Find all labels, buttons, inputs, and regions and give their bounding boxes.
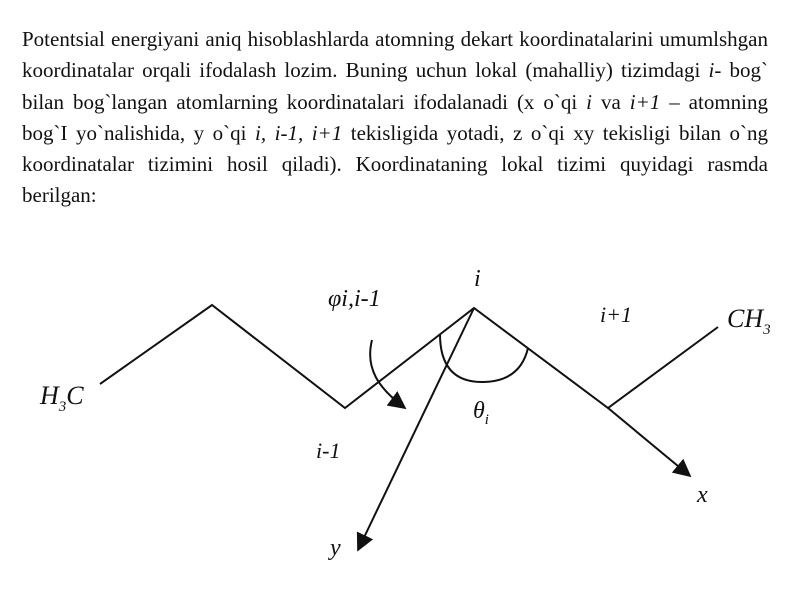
- phi-label: φi,i-1: [328, 286, 381, 312]
- intro-paragraph: [22, 24, 768, 212]
- paragraph-italic-i: i: [708, 58, 715, 83]
- atom-i-plus-1-label: i+1: [600, 302, 632, 327]
- ch3-label: $CH_3$: [727, 304, 771, 338]
- local-coordinate-diagram: [0, 260, 800, 600]
- atom-i-label: i: [474, 266, 481, 292]
- y-axis-arrow: [358, 308, 474, 550]
- paragraph-text-4: – atomning bog`I yo`nalishida, y o`qi: [22, 89, 768, 145]
- h3c-label: $H_3C$: [40, 381, 84, 415]
- atom-i-minus-1-label: i-1: [316, 438, 341, 463]
- paragraph-text-2: - bog` bilan bog`langan atomlarning koordinatalari ifodalanadi (x o`qi: [22, 58, 768, 114]
- paragraph-text-3: va: [592, 89, 630, 114]
- x-axis-label: x: [697, 482, 708, 508]
- paragraph-text-1: Potentsial energiyani aniq hisoblashlarda atomning dekart koordinatalarini umumlshgan koordinatalar orqali ifodalash lozim. Buning uchun lokal (mahalliy) tizimdagi: [22, 27, 768, 83]
- y-axis-label: y: [330, 535, 341, 561]
- theta-label: $\theta_i$: [473, 398, 489, 428]
- theta-angle-arc: [440, 334, 528, 382]
- paragraph-italic-i-plus-1: i+1: [629, 89, 661, 114]
- x-axis-arrow: [608, 408, 690, 476]
- paragraph-italic-atoms: i, i-1, i+1: [255, 120, 343, 145]
- paragraph-italic-i-2: i: [586, 89, 593, 114]
- paragraph-text-5: tekisligida yotadi, z o`qi xy tekisligi bilan o`ng koordinatalar tizimini hosil qiladi). Koordinataning lokal tizimi quyidagi rasmda berilgan:: [22, 120, 768, 208]
